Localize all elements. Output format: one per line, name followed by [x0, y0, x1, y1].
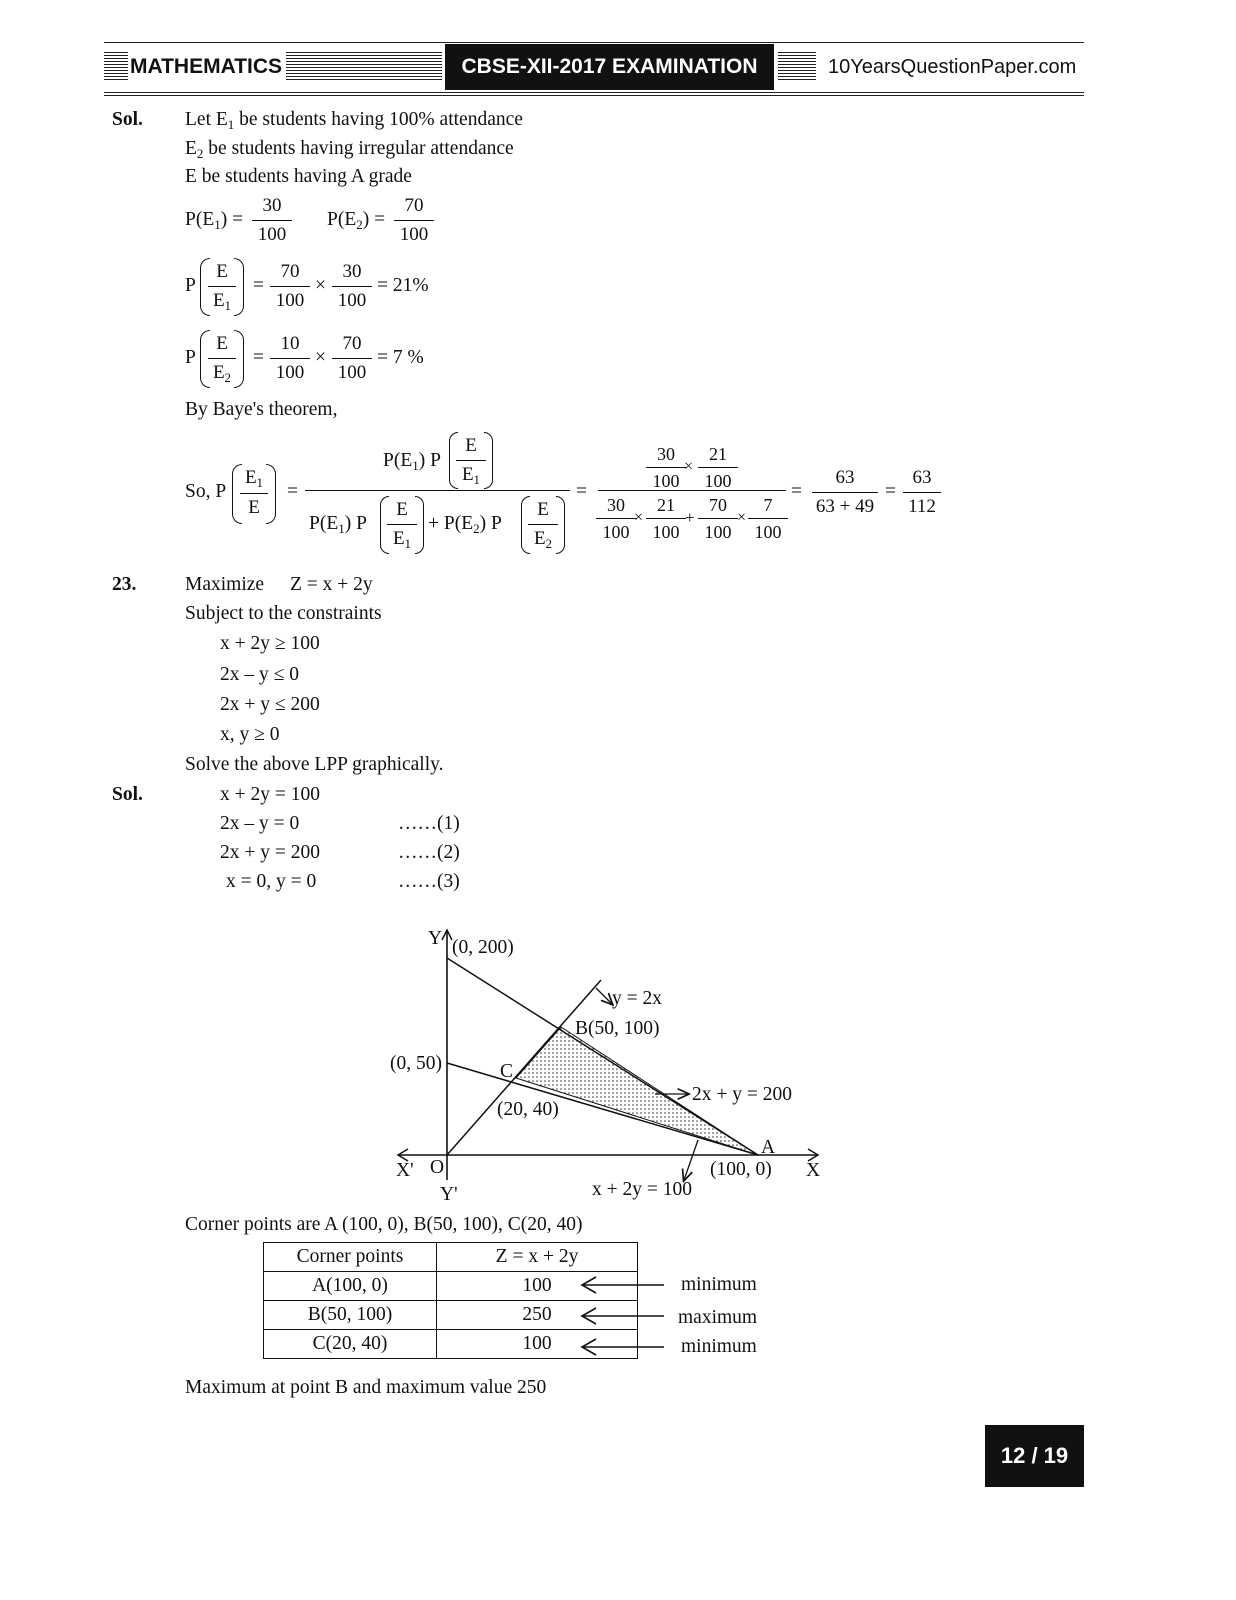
cond1-equals: =: [253, 275, 264, 296]
conclusion: Maximum at point B and maximum value 250: [185, 1377, 547, 1398]
definition-e1: Let $E_1$ be students having 100% attendance: [185, 109, 523, 132]
cond2-result: = 7 %: [377, 347, 424, 368]
cond2-frac1: 10 100: [270, 333, 310, 384]
label-2x-y-200: 2x + y = 200: [692, 1084, 792, 1105]
table-row: [264, 1301, 638, 1330]
label-0-50: (0, 50): [390, 1053, 442, 1074]
constraint-1: x + 2y ≥ 100: [220, 633, 320, 654]
header-exam-title: CBSE-XII-2017 EXAMINATION: [445, 44, 774, 90]
final-num-fraction: E $E_1$: [456, 435, 486, 487]
pe2-fraction: 70 100: [394, 195, 434, 246]
row-b-note: maximum: [678, 1307, 758, 1328]
objective-function: Z = x + 2y: [290, 574, 373, 595]
final-equals-2: =: [576, 481, 587, 502]
final-equals-4: =: [885, 481, 896, 502]
cond1-p: P: [185, 275, 196, 296]
label-y: Y: [428, 928, 443, 949]
cond1-frac2: 30 100: [332, 261, 372, 312]
cond1-inner-fraction: E $E_1$: [208, 261, 236, 313]
label-point-a: A: [761, 1137, 776, 1158]
label-point-b: B(50, 100): [575, 1018, 660, 1039]
equation-3-tag: ……(3): [398, 871, 460, 892]
value-den-times-1: ×: [634, 509, 644, 526]
equation-2-tag: ……(2): [398, 842, 460, 863]
row-b-point: B(50, 100): [264, 1301, 437, 1330]
equation-1: 2x – y = 0: [220, 813, 300, 834]
final-den-fraction1: E $E_1$: [387, 499, 417, 551]
instruction: Solve the above LPP graphically.: [185, 754, 444, 775]
value-den-plus: +: [685, 508, 695, 527]
pe1-label: $P(E_1)$ =: [185, 209, 244, 232]
line-2x-plus-y-200: [447, 958, 758, 1155]
sol-label-2: Sol.: [112, 784, 143, 805]
cond1-result: = 21%: [377, 275, 429, 296]
value-den-frac-b: 21 100: [646, 494, 686, 543]
row-a-point: A(100, 0): [264, 1272, 437, 1301]
cond2-equals: =: [253, 347, 264, 368]
label-point-a-coords: (100, 0): [710, 1159, 772, 1180]
cond2-p: P: [185, 347, 196, 368]
value-num-times: ×: [684, 458, 694, 475]
arrow-x-2y-100: [684, 1140, 698, 1180]
corner-intro: Corner points are A (100, 0), B(50, 100), C(20, 40): [185, 1214, 583, 1235]
final-numerator-text: $P(E_1)$ P: [383, 450, 441, 473]
row-a-z: 100: [437, 1272, 638, 1301]
equation-3: x = 0, y = 0: [226, 871, 317, 892]
label-origin: O: [430, 1157, 445, 1178]
row-a-note: minimum: [681, 1274, 757, 1295]
value-num-frac-b: 21 100: [698, 443, 738, 492]
row-b-z: 250: [437, 1301, 638, 1330]
constraint-2: 2x – y ≤ 0: [220, 664, 299, 685]
equation-2: 2x + y = 200: [220, 842, 320, 863]
final-den-fraction2: E $E_2$: [528, 499, 558, 551]
cond2-times: ×: [315, 347, 326, 368]
table-row: [264, 1272, 638, 1301]
label-point-c-coords: (20, 40): [497, 1099, 559, 1120]
constraint-3: 2x + y ≤ 200: [220, 694, 320, 715]
value-den-times-2: ×: [737, 509, 747, 526]
value-num-frac-a: 30 100: [646, 443, 686, 492]
label-y-neg: Y': [440, 1184, 458, 1205]
definition-e: E be students having A grade: [185, 166, 412, 187]
final-equals-3: =: [791, 481, 802, 502]
header-corner-points: Corner points: [264, 1243, 437, 1272]
arrow-y-2x: [596, 988, 612, 1004]
label-x-2y-100: x + 2y = 100: [592, 1179, 692, 1200]
final-den-term2: + $P(E_2)$ P: [428, 513, 502, 536]
final-den-term1: $P(E_1)$ P: [309, 513, 367, 536]
header-subject: MATHEMATICS: [130, 55, 283, 78]
row-c-note: minimum: [681, 1336, 757, 1357]
table-row: [264, 1330, 638, 1359]
table-header-row: [264, 1243, 638, 1272]
label-point-c: C: [500, 1061, 514, 1082]
definition-e2: $E_2$ be students having irregular attendance: [185, 138, 514, 161]
header-z: Z = x + 2y: [437, 1243, 638, 1272]
label-y-2x: y = 2x: [612, 988, 662, 1009]
label-x: X: [806, 1160, 821, 1181]
final-lhs-fraction: $E_1$ E: [240, 467, 268, 519]
page-number: 12 / 19: [985, 1425, 1084, 1487]
equation-1-tag: ……(1): [398, 813, 460, 834]
result-fraction-2: 63 112: [903, 467, 941, 518]
pe1-fraction: 30 100: [252, 195, 292, 246]
value-den-frac-d: 7 100: [748, 494, 788, 543]
cond2-frac2: 70 100: [332, 333, 372, 384]
cond2-inner-fraction: E $E_2$: [208, 333, 236, 385]
constraints-heading: Subject to the constraints: [185, 603, 382, 624]
value-den-frac-c: 70 100: [698, 494, 738, 543]
row-c-point: C(20, 40): [264, 1330, 437, 1359]
cond1-times: ×: [315, 275, 326, 296]
final-equals-1: =: [287, 481, 298, 502]
label-x-neg: X': [396, 1160, 414, 1181]
equation-0: x + 2y = 100: [220, 784, 320, 805]
constraint-4: x, y ≥ 0: [220, 724, 280, 745]
bayes-heading: By Baye's theorem,: [185, 399, 338, 420]
maximize-label: Maximize: [185, 574, 265, 595]
value-den-frac-a: 30 100: [596, 494, 636, 543]
corner-points-table: [263, 1242, 638, 1359]
label-0-200: (0, 200): [452, 937, 514, 958]
question-number: 23.: [112, 574, 137, 595]
header-site: 10YearsQuestionPaper.com: [828, 56, 1077, 78]
final-so-p: So, P: [185, 481, 227, 502]
row-c-z: 100: [437, 1330, 638, 1359]
result-fraction-1: 63 63 + 49: [812, 467, 878, 518]
sol-label: Sol.: [112, 109, 143, 130]
cond1-frac1: 70 100: [270, 261, 310, 312]
pe2-label: $P(E_2)$ =: [327, 209, 386, 232]
